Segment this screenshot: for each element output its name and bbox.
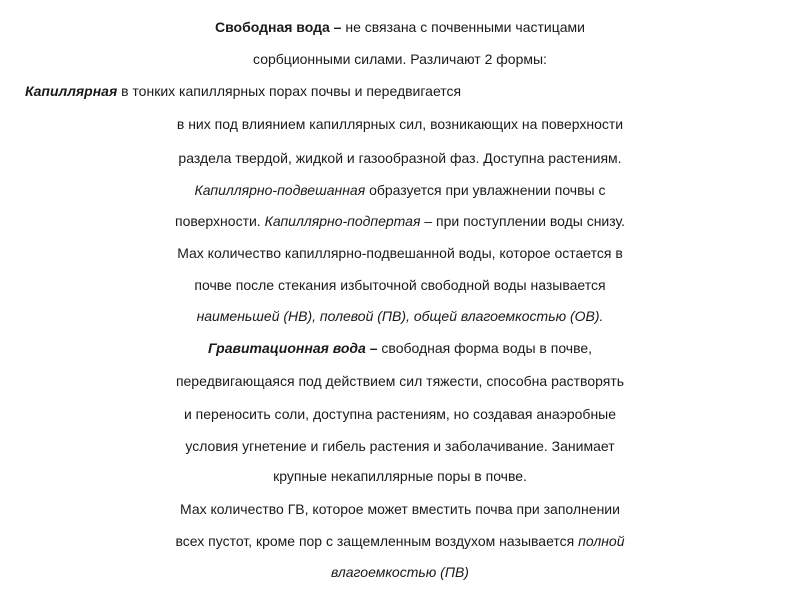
line-3: Капиллярная в тонких капиллярных порах почвы и передвигается: [25, 83, 462, 99]
term-full-capacity: полной: [578, 533, 625, 549]
line-2: сорбционными силами. Различают 2 формы:: [253, 51, 547, 67]
line-7: поверхности. Капиллярно-подпертая – при поступлении воды снизу.: [174, 213, 625, 229]
line-6: Капиллярно-подвешанная образуется при увлажнении почвы с: [194, 182, 606, 198]
line-17: всех пустот, кроме пор с защемленным воздухом называется полной: [175, 533, 625, 549]
line-12: передвигающаяся под действием сил тяжести, способна растворять: [175, 373, 625, 389]
line-14: условия угнетение и гибель растения и заболачивание. Занимает: [185, 438, 615, 454]
line-9: почве после стекания избыточной свободной воды называется: [194, 277, 606, 293]
term-gravitational-water: Гравитационная вода –: [207, 340, 378, 356]
line-15: крупные некапиллярные поры в почве.: [273, 468, 527, 484]
term-capillary: Капиллярная: [25, 83, 118, 99]
term-moisture-capacity: наименьшей (НВ), полевой (ПВ), общей влагоемкостью (ОВ).: [196, 308, 604, 324]
term-free-water: Свободная вода –: [215, 19, 342, 35]
term-capillary-supported: Капиллярно-подпертая: [264, 213, 421, 229]
line-11: Гравитационная вода – свободная форма воды в почве,: [207, 340, 593, 356]
line-16: Мах количество ГВ, которое может вместить почва при заполнении: [180, 501, 620, 517]
line-18: влагоемкостью (ПВ): [331, 564, 469, 580]
line-1: Свободная вода – не связана с почвенными частицами: [215, 19, 585, 35]
line-4: в них под влиянием капиллярных сил, возникающих на поверхности: [176, 116, 624, 132]
term-capillary-suspended: Капиллярно-подвешанная: [194, 182, 366, 198]
line-8: Мах количество капиллярно-подвешанной воды, которое остается в: [177, 245, 623, 261]
line-13: и переносить соли, доступна растениям, но создавая анаэробные: [183, 406, 617, 422]
line-10: [0, 302, 800, 330]
line-5: раздела твердой, жидкой и газообразной фаз. Доступна растениям.: [178, 150, 622, 166]
